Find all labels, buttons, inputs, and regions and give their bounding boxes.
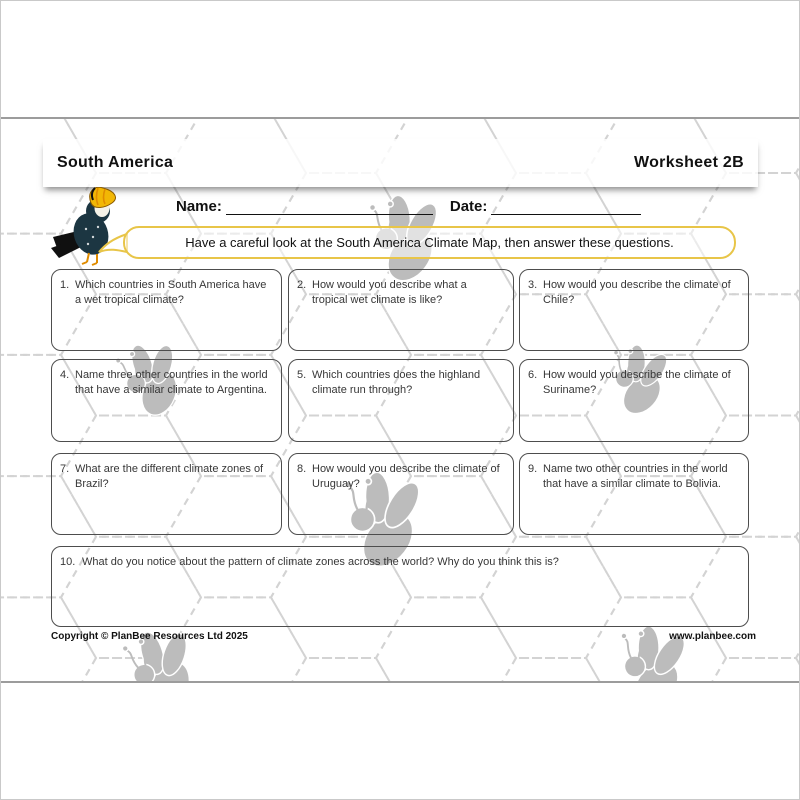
question-number: 2.: [297, 279, 307, 291]
question-text: What are the different climate zones of Brazil?: [75, 463, 264, 491]
question-box-8[interactable]: [288, 453, 514, 535]
website-text: www.planbee.com: [669, 631, 756, 642]
question-box-7[interactable]: [51, 453, 282, 535]
question-number: 1.: [60, 279, 70, 291]
worksheet-topic-title: South America: [57, 154, 174, 171]
question-box-5[interactable]: [288, 359, 514, 442]
name-date-row: [176, 198, 641, 215]
question-text: Name two other countries in the world that have a similar climate to Bolivia.: [543, 463, 728, 491]
question-box-2[interactable]: [288, 269, 514, 351]
question-text: How would you describe the climate of Suriname?: [543, 369, 731, 397]
question-number: 5.: [297, 369, 307, 381]
name-field-line[interactable]: [226, 199, 433, 215]
date-field-line[interactable]: [491, 199, 641, 215]
question-box-1[interactable]: [51, 269, 282, 351]
header-card: [43, 139, 758, 187]
question-number: 9.: [528, 463, 538, 475]
name-label: Name:: [176, 198, 222, 215]
question-text: What do you notice about the pattern of climate zones across the world? Why do you think this is?: [82, 556, 559, 568]
question-text: How would you describe the climate of Uruguay?: [312, 463, 500, 491]
worksheet-number-title: Worksheet 2B: [633, 154, 744, 171]
speech-bubble-text: Have a careful look at the South America Climate Map, then answer these questions.: [185, 235, 674, 250]
question-box-10[interactable]: [51, 546, 749, 627]
question-box-9[interactable]: [519, 453, 749, 535]
question-text: Which countries in South America have a wet tropical climate?: [75, 279, 267, 307]
question-number: 3.: [528, 279, 538, 291]
question-box-4[interactable]: [51, 359, 282, 442]
question-number: 10.: [60, 556, 76, 568]
toucan-icon: [49, 187, 129, 271]
copyright-text: Copyright © PlanBee Resources Ltd 2025: [51, 631, 248, 642]
question-text: How would you describe the climate of Chile?: [543, 279, 731, 307]
question-text: Which countries does the highland climate run through?: [312, 369, 481, 397]
question-number: 8.: [297, 463, 307, 475]
bee-icon: [606, 619, 696, 681]
question-text: Name three other countries in the world that have a similar climate to Argentina.: [75, 369, 268, 397]
date-label: Date:: [449, 198, 488, 215]
question-text: How would you describe what a tropical wet climate is like?: [312, 279, 467, 307]
speech-bubble: [123, 226, 736, 259]
question-box-6[interactable]: [519, 359, 749, 442]
question-number: 4.: [60, 369, 70, 381]
question-number: 7.: [60, 463, 70, 475]
question-number: 6.: [528, 369, 538, 381]
question-box-3[interactable]: [519, 269, 749, 351]
